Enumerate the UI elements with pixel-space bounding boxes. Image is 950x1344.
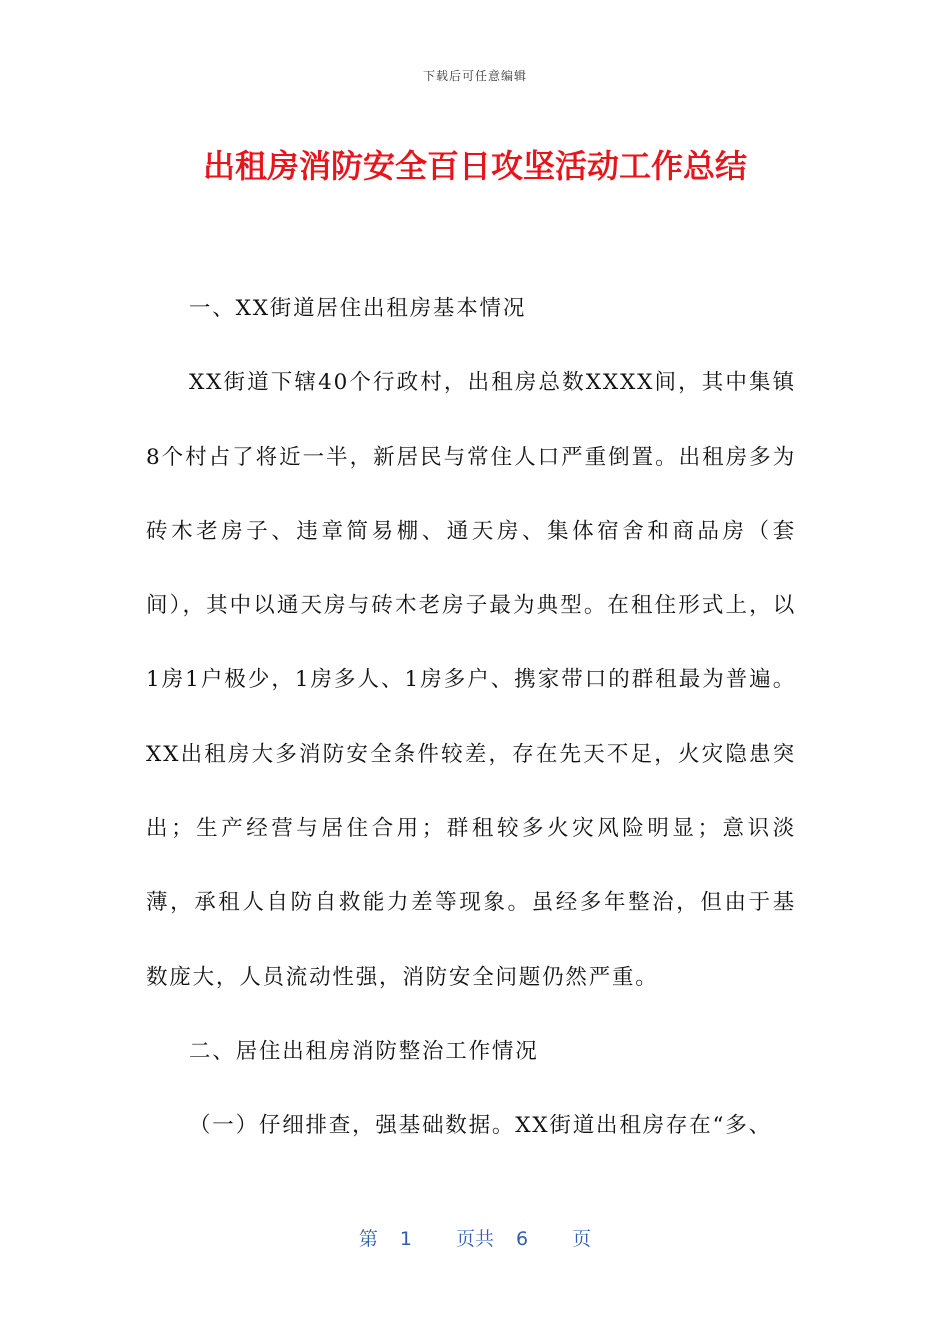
footer-page-total: 6 xyxy=(516,1228,529,1250)
section-heading-1: 一、XX街道居住出租房基本情况 xyxy=(189,296,527,321)
body-paragraph-2: （一）仔细排查，强基础数据。XX街道出租房存在“多、 xyxy=(189,1113,772,1139)
page-header-note: 下载后可任意编辑 xyxy=(422,69,527,83)
body-paragraph-1: XX街道下辖40个行政村，出租房总数XXXX间，其中集镇8个村占了将近一半，新居民与常住人口严重倒置。出租房多为砖木老房子、违章简易棚、通天房、集体宿舍和商品房（套间），其中以通天房与砖木老房子最为典型。在租住形式上，以1房1户极少，1房多人、1房多户、携家带口的群租最为普遍。XX出租房大多消防安全条件较差，存在先天不足，火灾隐患突出；生产经营与居住合用；群租较多火灾风险明显；意识淡薄，承租人自防自救能力差等现象。虽经多年整治，但由于基数庞大，人员流动性强，消防安全问题仍然严重。 xyxy=(146,370,796,990)
footer-page-prefix: 第 xyxy=(358,1228,378,1250)
page-footer xyxy=(0,1224,950,1251)
section-heading-2: 二、居住出租房消防整治工作情况 xyxy=(189,1038,539,1064)
document-title: 出租房消防安全百日攻坚活动工作总结 xyxy=(202,147,747,185)
document-body xyxy=(146,272,796,1164)
footer-page-middle: 页共 xyxy=(455,1228,494,1250)
footer-page-number: 1 xyxy=(399,1228,412,1250)
footer-page-suffix: 页 xyxy=(572,1228,592,1250)
